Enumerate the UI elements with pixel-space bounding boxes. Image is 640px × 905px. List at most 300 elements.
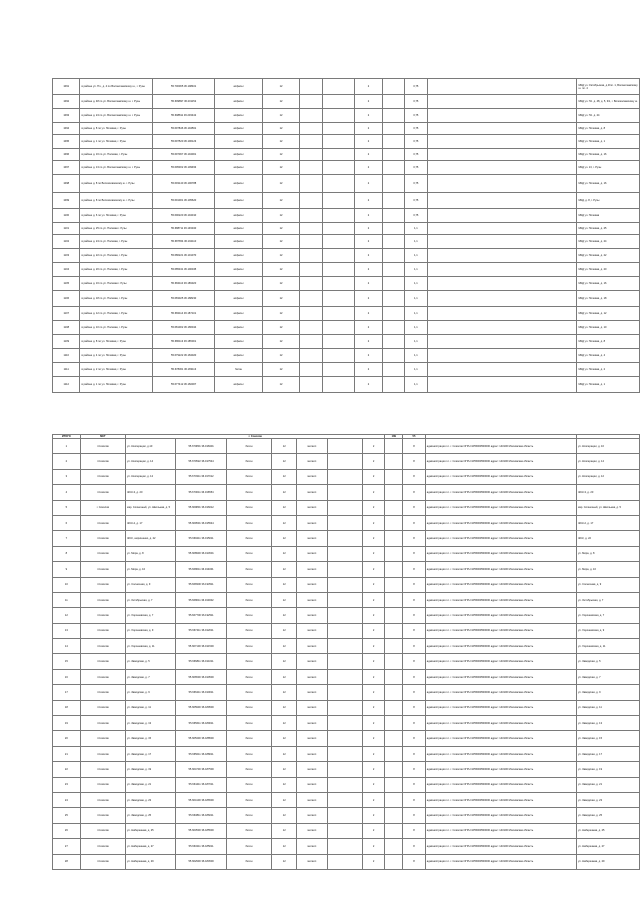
row-volume: 8: [403, 669, 426, 684]
row-owner: МКД ул. Полевая, д. 25: [577, 223, 640, 235]
row-street: ул. Заводская, д. 5: [126, 654, 176, 669]
row-volume: 8: [403, 854, 426, 869]
row-empty: [300, 161, 322, 175]
row-type: металл: [297, 639, 327, 654]
row-number: 1098: [53, 175, 80, 193]
row-volume: 1,1: [405, 321, 427, 335]
row-street: ул. Мира, д. 10: [126, 562, 176, 577]
row-volume: 1,1: [405, 235, 427, 249]
row-empty: [327, 854, 362, 869]
row-area: 12: [272, 592, 297, 607]
table-row: [53, 546, 640, 561]
row-empty: [300, 249, 322, 263]
row-address: в районе д. 48 по ул. Волоколамскому ш. г. Рузы: [80, 95, 152, 109]
row-address: в районе д. 8 по Волоколамскому ш. г. Рузы: [80, 193, 152, 209]
row-surface: асфальт: [215, 223, 262, 235]
row-number: 13: [53, 623, 81, 638]
row-type: металл: [297, 854, 327, 869]
row-owner: МКД ул. 13, г. Рузы: [577, 161, 640, 175]
row-street: ул. Заводская, д. 23: [126, 792, 176, 807]
row-address: ул. Кооперации, д. 14: [576, 454, 639, 469]
row-volume: 8: [403, 454, 426, 469]
row-town: г.Соколов: [80, 746, 125, 761]
row-coordinates: 55.667700 36.192511: [176, 608, 226, 623]
row-type: металл: [297, 500, 327, 515]
row-empty: [382, 307, 404, 321]
row-organization: [427, 175, 577, 193]
row-number: 1106: [53, 291, 80, 307]
row-owner: МКД ул. Полевая, д. 8: [577, 335, 640, 349]
row-address: в районе д. 13 по ул. Волоколамскому ш. г. Рузы: [80, 161, 152, 175]
row-type: металл: [297, 439, 327, 454]
row-count: 2: [362, 469, 385, 484]
row-area: 12: [262, 209, 299, 223]
row-surface: бетон: [215, 363, 262, 377]
table-row: [53, 531, 640, 546]
row-empty: [327, 531, 362, 546]
row-count: 2: [355, 79, 382, 95]
row-street: ул. Заводская, д. 25: [126, 808, 176, 823]
row-coordinates: 55.678301 36.183113: [152, 363, 214, 377]
row-number: 1110: [53, 349, 80, 363]
row-street: ул. Заводская, д. 19: [126, 762, 176, 777]
table-row: [53, 363, 640, 377]
row-street: ул. Хорошевская, д. 9: [126, 623, 176, 638]
row-empty: [322, 223, 354, 235]
row-surface: бетон: [226, 592, 271, 607]
row-owner: МКД ул. Пл. д. 24: [577, 109, 640, 123]
row-organization: [427, 193, 577, 209]
row-coordinates: 55.699897 36.201152: [152, 95, 214, 109]
row-volume: 8: [403, 792, 426, 807]
row-street: ул. Хорошевская, д. 11: [126, 639, 176, 654]
row-address: ЖСК-2, д. 17: [576, 515, 639, 530]
row-empty: [385, 623, 403, 638]
row-coordinates: 55.666811 36.191011: [176, 654, 226, 669]
row-organization: администрация г.п. г. Соколов ОГРН 1055000500000 адрес: 143100 Московская область: [425, 746, 576, 761]
row-surface: асфальт: [215, 377, 262, 393]
row-type: металл: [297, 839, 327, 854]
row-coordinates: 55.670801 36.198401: [176, 439, 226, 454]
row-coordinates: 55.667100 36.191500: [176, 639, 226, 654]
row-empty: [300, 377, 322, 393]
row-empty: [385, 531, 403, 546]
section-mid: МКТ: [80, 435, 125, 439]
row-organization: [427, 377, 577, 393]
row-street: ул. Заводская, д. 11: [126, 700, 176, 715]
row-empty: [300, 263, 322, 277]
row-surface: бетон: [226, 808, 271, 823]
row-type: металл: [297, 777, 327, 792]
row-count: 2: [355, 235, 382, 249]
row-number: 4: [53, 485, 81, 500]
row-number: 1102: [53, 235, 80, 249]
row-empty: [300, 149, 322, 161]
row-surface: асфальт: [215, 79, 262, 95]
row-surface: бетон: [226, 854, 271, 869]
row-empty: [300, 335, 322, 349]
section-c2: 55: [403, 435, 426, 439]
row-owner: МКД ул. Полевая, д. 4: [577, 349, 640, 363]
row-empty: [300, 307, 322, 321]
row-organization: администрация г.п. г. Соколов ОГРН 1055000500000 адрес: 143100 Московская область: [425, 685, 576, 700]
row-coordinates: 55.664411 36.187011: [176, 777, 226, 792]
row-empty: [300, 109, 322, 123]
row-organization: администрация г.п. г. Соколов ОГРН 1055000500000 адрес: 143100 Московская область: [425, 577, 576, 592]
row-organization: [427, 335, 577, 349]
row-organization: [427, 249, 577, 263]
table-row: [53, 439, 640, 454]
row-address: в районе д. 25 по ул. Полевая г. Рузы: [80, 223, 152, 235]
row-number: 1091: [53, 79, 80, 95]
row-volume: 1,1: [405, 363, 427, 377]
row-owner: МКД ул. Полевая, д. 12: [577, 307, 640, 321]
row-volume: 1,1: [405, 291, 427, 307]
row-address: ул. Набережная, д. 29: [576, 854, 639, 869]
row-town: г.Соколов: [80, 608, 125, 623]
row-coordinates: 55.665011 36.188011: [176, 746, 226, 761]
table-row: [53, 792, 640, 807]
row-surface: бетон: [226, 731, 271, 746]
row-surface: асфальт: [215, 263, 262, 277]
row-owner: МКД ул. Полевая, д. 20: [577, 263, 640, 277]
row-count: 2: [362, 454, 385, 469]
row-town: г.Соколов: [80, 623, 125, 638]
row-number: 1109: [53, 335, 80, 349]
row-empty: [322, 149, 354, 161]
row-number: 25: [53, 808, 81, 823]
row-surface: бетон: [226, 823, 271, 838]
row-town: г.Соколов: [80, 469, 125, 484]
row-address: в районе д. 20 по ул. Полевая, г. Рузы: [80, 263, 152, 277]
row-organization: [427, 223, 577, 235]
row-volume: 1,1: [405, 349, 427, 363]
row-empty: [327, 623, 362, 638]
row-number: 1095: [53, 135, 80, 149]
row-surface: асфальт: [215, 135, 262, 149]
row-number: 1111: [53, 363, 80, 377]
row-organization: администрация г.п. г. Соколов ОГРН 1055000500000 адрес: 143100 Московская область: [425, 500, 576, 515]
row-organization: администрация г.п. г. Соколов ОГРН 1055000500000 адрес: 143100 Московская область: [425, 762, 576, 777]
row-type: металл: [297, 654, 327, 669]
row-area: 12: [272, 716, 297, 731]
row-area: 12: [262, 135, 299, 149]
row-address: в районе д. 6 по ул. Полевая, г. Рузы: [80, 209, 152, 223]
row-volume: 0,75: [405, 79, 427, 95]
row-area: 12: [262, 249, 299, 263]
row-surface: асфальт: [215, 123, 262, 135]
row-address: в районе д. 8 по ул. Полевая, г. Рузы: [80, 335, 152, 349]
row-area: 12: [272, 669, 297, 684]
row-count: 2: [355, 161, 382, 175]
row-empty: [327, 485, 362, 500]
row-organization: [427, 363, 577, 377]
row-count: 2: [362, 854, 385, 869]
row-empty: [382, 79, 404, 95]
row-count: 2: [362, 485, 385, 500]
row-area: 12: [262, 335, 299, 349]
row-surface: асфальт: [215, 291, 262, 307]
row-organization: [427, 79, 577, 95]
row-surface: бетон: [226, 608, 271, 623]
row-address: ул. Заводская, д. 19: [576, 762, 639, 777]
row-address: в районе д. 12 по ул. Полевая, г. Рузы: [80, 307, 152, 321]
row-owner: МКД ул. Полевая, д. 10: [577, 321, 640, 335]
row-organization: [427, 209, 577, 223]
row-coordinates: 55.666211 36.190011: [176, 685, 226, 700]
row-town: г.Соколов: [80, 823, 125, 838]
row-area: 12: [272, 654, 297, 669]
row-street: ул. Набережная, д. 29: [126, 854, 176, 869]
row-count: 2: [355, 335, 382, 349]
row-surface: бетон: [226, 531, 271, 546]
table-row: [53, 577, 640, 592]
row-type: металл: [297, 746, 327, 761]
row-count: 2: [355, 95, 382, 109]
row-empty: [327, 716, 362, 731]
row-volume: 8: [403, 716, 426, 731]
row-address: в районе д. 18 по ул. Полевая, г. Рузы: [80, 291, 152, 307]
row-empty: [385, 685, 403, 700]
row-number: 5: [53, 500, 81, 515]
row-street: ЖСК, ширишенко, д. 22: [126, 531, 176, 546]
row-coordinates: 55.697846 36.194561: [152, 123, 214, 135]
table-row: [53, 746, 640, 761]
row-volume: 1,1: [405, 249, 427, 263]
row-organization: администрация г.п. г. Соколов ОГРН 1055000500000 адрес: 143100 Московская область: [425, 854, 576, 869]
row-number: 27: [53, 839, 81, 854]
row-address: ул. Кооперации, д. 10: [576, 439, 639, 454]
row-number: 10: [53, 577, 81, 592]
row-area: 12: [272, 531, 297, 546]
row-number: 22: [53, 762, 81, 777]
row-organization: администрация г.п. г. Соколов ОГРН 1055000500000 адрес: 143100 Московская область: [425, 669, 576, 684]
row-organization: администрация г.п. г. Соколов ОГРН 1055000500000 адрес: 143100 Московская область: [425, 777, 576, 792]
row-organization: [427, 235, 577, 249]
row-street: ул. Заводская, д. 15: [126, 731, 176, 746]
row-coordinates: 55.668611 36.194001: [176, 562, 226, 577]
row-count: 2: [355, 321, 382, 335]
row-empty: [322, 193, 354, 209]
table-row: [53, 123, 640, 135]
row-volume: 8: [403, 639, 426, 654]
row-type: металл: [297, 546, 327, 561]
row-type: металл: [297, 515, 327, 530]
table-row: [53, 654, 640, 669]
row-number: 14: [53, 639, 81, 654]
row-empty: [322, 291, 354, 307]
row-empty: [327, 762, 362, 777]
row-empty: [382, 223, 404, 235]
row-count: 2: [362, 531, 385, 546]
row-empty: [385, 469, 403, 484]
row-surface: асфальт: [215, 193, 262, 209]
row-volume: 8: [403, 469, 426, 484]
row-street: ул. Заводская, д. 9: [126, 685, 176, 700]
row-coordinates: 55.691001 36.195620: [152, 193, 214, 209]
table-row: [53, 149, 640, 161]
row-empty: [327, 608, 362, 623]
row-street: ул. Набережная, д. 25: [126, 823, 176, 838]
row-street: ул. Мира, д. 8: [126, 546, 176, 561]
row-empty: [322, 135, 354, 149]
row-empty: [382, 209, 404, 223]
row-volume: 0,75: [405, 149, 427, 161]
row-count: 2: [362, 562, 385, 577]
row-surface: асфальт: [215, 277, 262, 291]
row-coordinates: 55.682114 36.187101: [152, 307, 214, 321]
row-volume: 0,75: [405, 209, 427, 223]
row-count: 2: [355, 277, 382, 291]
row-empty: [300, 193, 322, 209]
row-coordinates: 55.684110 36.189320: [152, 277, 214, 291]
row-empty: [382, 95, 404, 109]
row-street: ЖСК-3, д. 20: [126, 485, 176, 500]
row-empty: [385, 854, 403, 869]
row-town: г.Соколов: [80, 731, 125, 746]
row-address: в районе д. 24 по ул. Полевая, г. Рузы: [80, 235, 152, 249]
row-empty: [385, 700, 403, 715]
row-town: г.Соколов: [80, 685, 125, 700]
row-number: 1093: [53, 109, 80, 123]
row-surface: асфальт: [215, 349, 262, 363]
row-empty: [382, 135, 404, 149]
row-empty: [322, 235, 354, 249]
row-address: в районе д. 1 по ул. Полевая, г. Рузы: [80, 377, 152, 393]
row-empty: [385, 654, 403, 669]
row-count: 2: [355, 149, 382, 161]
table-row: [53, 685, 640, 700]
row-empty: [300, 95, 322, 109]
row-coordinates: 55.697520 36.196123: [152, 135, 214, 149]
row-coordinates: 55.665611 36.189011: [176, 716, 226, 731]
row-address: в районе д. 16 по ул. Полевая г. Рузы: [80, 277, 152, 291]
row-area: 12: [272, 639, 297, 654]
row-number: 15: [53, 654, 81, 669]
row-count: 2: [362, 669, 385, 684]
row-empty: [385, 839, 403, 854]
row-empty: [385, 454, 403, 469]
row-coordinates: 55.685341 36.190045: [152, 263, 214, 277]
row-address: в районе ул. Пл., д. 4 по Волоколамскому ш., г. Рузы: [80, 79, 152, 95]
row-area: 12: [262, 161, 299, 175]
row-count: 2: [355, 349, 382, 363]
row-surface: бетон: [226, 439, 271, 454]
row-empty: [327, 577, 362, 592]
row-surface: бетон: [226, 546, 271, 561]
row-empty: [385, 823, 403, 838]
row-empty: [385, 808, 403, 823]
row-area: 12: [272, 623, 297, 638]
row-empty: [382, 235, 404, 249]
row-address: ул. Хорошевская, д. 7: [576, 608, 639, 623]
row-empty: [327, 592, 362, 607]
row-empty: [385, 731, 403, 746]
table-row: [53, 700, 640, 715]
row-area: 12: [272, 546, 297, 561]
table-row: [53, 485, 640, 500]
table-row: [53, 823, 640, 838]
row-address: в районе д. 2 по ул. Полевая, г. Рузы: [80, 363, 152, 377]
row-organization: администрация г.п. г. Соколов ОГРН 1055000500000 адрес: 143100 Московская область: [425, 515, 576, 530]
row-surface: бетон: [226, 454, 271, 469]
row-surface: асфальт: [215, 335, 262, 349]
row-town: г.Соколов: [80, 592, 125, 607]
row-number: 24: [53, 792, 81, 807]
row-coordinates: 55.679222 36.184020: [152, 349, 214, 363]
row-count: 2: [362, 823, 385, 838]
row-number: 8: [53, 546, 81, 561]
table-row: [53, 263, 640, 277]
table-row: [53, 249, 640, 263]
row-number: 1094: [53, 123, 80, 135]
row-number: 12: [53, 608, 81, 623]
registry-table-bottom: [52, 434, 640, 870]
row-count: 2: [362, 792, 385, 807]
row-area: 12: [262, 95, 299, 109]
row-type: металл: [297, 469, 327, 484]
row-surface: асфальт: [215, 321, 262, 335]
row-type: металл: [297, 685, 327, 700]
row-area: 12: [262, 377, 299, 393]
row-volume: 0,75: [405, 123, 427, 135]
row-type: металл: [297, 608, 327, 623]
row-type: металл: [297, 454, 327, 469]
row-address: ЖСК-3, д. 20: [576, 485, 639, 500]
row-empty: [382, 321, 404, 335]
section-town: г. Соколов: [126, 435, 385, 439]
row-volume: 8: [403, 562, 426, 577]
row-empty: [327, 562, 362, 577]
row-volume: 8: [403, 762, 426, 777]
row-empty: [385, 439, 403, 454]
row-type: металл: [297, 823, 327, 838]
row-type: металл: [297, 592, 327, 607]
row-empty: [327, 639, 362, 654]
table-row: [53, 95, 640, 109]
row-empty: [327, 700, 362, 715]
row-empty: [322, 321, 354, 335]
row-volume: 1,1: [405, 335, 427, 349]
row-owner: МКД ул. Полевая, д. 24: [577, 235, 640, 249]
row-volume: 8: [403, 777, 426, 792]
row-organization: [427, 307, 577, 321]
row-count: 2: [355, 175, 382, 193]
row-empty: [300, 363, 322, 377]
row-address: ЖСК, д. 22: [576, 531, 639, 546]
row-surface: бетон: [226, 669, 271, 684]
row-owner: МКД ул. Полевая, д. 16: [577, 175, 640, 193]
row-area: 12: [272, 854, 297, 869]
row-count: 2: [362, 577, 385, 592]
table-row: [53, 223, 640, 235]
row-owner: МКД ул. Полевая, д. 2: [577, 363, 640, 377]
row-empty: [322, 363, 354, 377]
row-coordinates: 55.669211 36.195011: [176, 531, 226, 546]
row-surface: бетон: [226, 700, 271, 715]
row-town: г.Соколов: [80, 562, 125, 577]
row-organization: администрация г.п. г. Соколов ОГРН 1055000500000 адрес: 143100 Московская область: [425, 639, 576, 654]
row-owner: МКД ул. Полевая, д. 22: [577, 249, 640, 263]
table-row: [53, 515, 640, 530]
row-area: 12: [262, 79, 299, 95]
row-surface: бетон: [226, 469, 271, 484]
row-town: г.Соколов: [80, 839, 125, 854]
row-surface: бетон: [226, 577, 271, 592]
row-address: в районе д. 1 по ул. Полевая, г. Рузы: [80, 135, 152, 149]
row-town: г.Соколов: [80, 792, 125, 807]
row-surface: бетон: [226, 654, 271, 669]
